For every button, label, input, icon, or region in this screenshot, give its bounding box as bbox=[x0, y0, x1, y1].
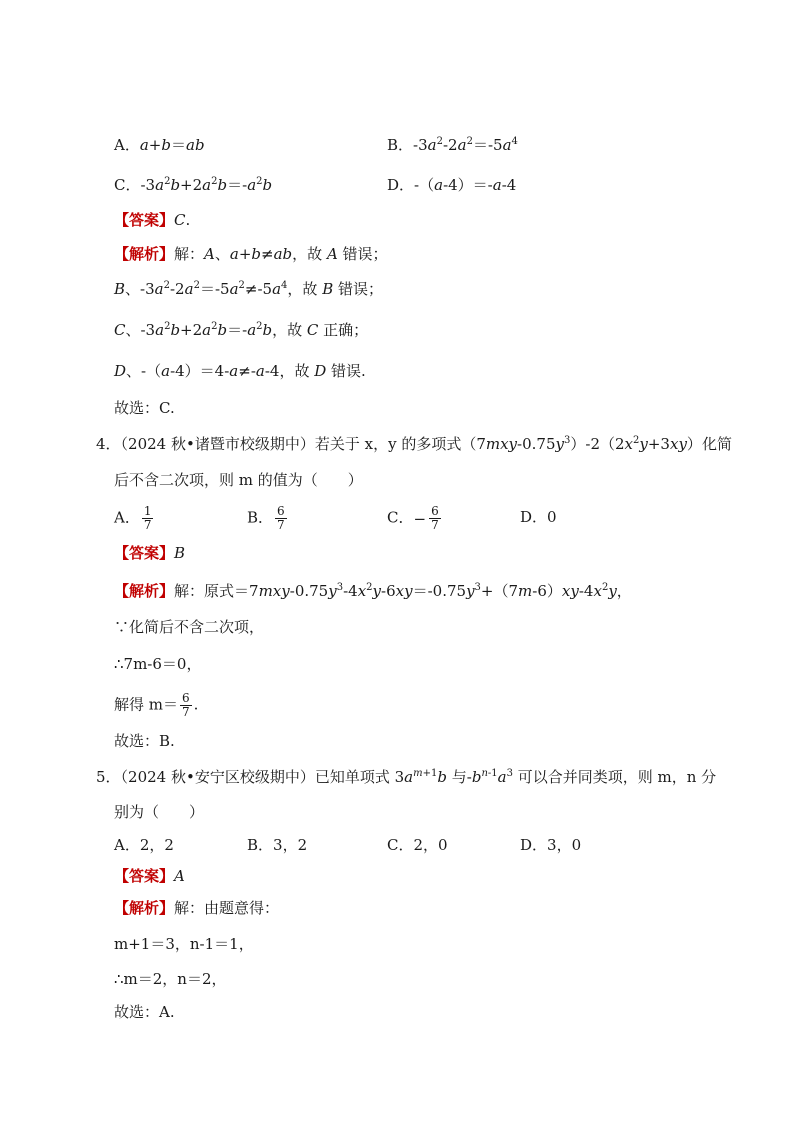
answer-tag: 【答案】 bbox=[114, 211, 175, 229]
q4-reason: ∵化简后不含二次项， bbox=[114, 618, 265, 636]
analysis-tag: 【解析】 bbox=[114, 899, 175, 917]
analysis-tag: 【解析】 bbox=[114, 245, 175, 263]
q4-answer: 【答案】B bbox=[114, 544, 186, 562]
q3-option-a: A．a+b＝ab bbox=[114, 136, 205, 154]
q3-answer: 【答案】C. bbox=[114, 211, 191, 229]
q3-analysis-c: C、$-3a^2b+2a^2b=-a^2b$，故 C 正确； bbox=[114, 321, 369, 339]
q5-equations: m+1＝3，n-1＝1， bbox=[114, 935, 254, 953]
q3-option-c: C．$-3a^2b+2a^2b=-a^2b$ bbox=[114, 176, 273, 194]
fraction: $\frac{6}{7}$ bbox=[431, 504, 439, 532]
fraction: $\frac{1}{7}$ bbox=[143, 504, 152, 532]
q5-conclusion: 故选：A. bbox=[114, 1003, 175, 1021]
analysis-tag: 【解析】 bbox=[114, 582, 175, 600]
q5-analysis: 【解析】解：由题意得： bbox=[114, 899, 280, 917]
q5-stem-line1: 5．（2024 秋•安宁区校级期中）已知单项式 $3a^{m+1}b$ 与$-b^{n-1}a^3$ 可以合并同类项，则 m，n 分 bbox=[96, 768, 717, 786]
q3-option-d: D．-（a-4）＝-a-4 bbox=[387, 176, 517, 194]
q4-stem-line2: 后不含二次项，则 m 的值为（ ） bbox=[114, 471, 363, 489]
answer-tag: 【答案】 bbox=[114, 867, 175, 885]
q4-conclusion: 故选：B. bbox=[114, 732, 175, 750]
q3-conclusion: 故选：C. bbox=[114, 399, 175, 417]
q4-therefore: ∴7m-6＝0， bbox=[114, 655, 202, 673]
fraction: $\frac{6}{7}$ bbox=[277, 504, 285, 532]
q4-option-b: B． $\frac{6}{7}$ bbox=[247, 504, 285, 532]
q3-analysis-a: 【解析】解：A、a+b≠ab，故 A 错误； bbox=[114, 245, 388, 263]
q5-answer: 【答案】A bbox=[114, 867, 185, 885]
q4-stem-line1: 4．（2024 秋•诸暨市校级期中）若关于 x，y 的多项式$(7mxy-0.75y^3)-2(2x^2y+3xy)$化简 bbox=[96, 435, 732, 453]
q3-analysis-b: B、$-3a^2-2a^2=-5a^2\ne-5a^4$，故 B 错误； bbox=[114, 280, 383, 298]
q5-option-d: D．3，0 bbox=[520, 836, 582, 854]
q5-option-c: C．2，0 bbox=[387, 836, 448, 854]
q5-option-b: B．3，2 bbox=[247, 836, 308, 854]
q4-option-c: C．− $\frac{6}{7}$ bbox=[387, 504, 439, 532]
q5-option-a: A．2，2 bbox=[114, 836, 174, 854]
q4-solve: 解得 m＝ $\frac{6}{7}$ . bbox=[114, 691, 199, 719]
q4-analysis: 【解析】解：原式$=7mxy-0.75y^3-4x^2y-6xy=-0.75y^3+(7m-6)xy-4x^2y$， bbox=[114, 582, 632, 600]
q5-stem-line2: 别为（ ） bbox=[114, 803, 205, 821]
q3-analysis-d: D、-（a-4）＝4-a≠-a-4，故 D 错误. bbox=[114, 362, 366, 380]
q3-option-b: B．$-3a^2-2a^2=-5a^4$ bbox=[387, 136, 518, 154]
fraction: $\frac{6}{7}$ bbox=[182, 691, 190, 719]
answer-tag: 【答案】 bbox=[114, 544, 175, 562]
q4-option-d: D．0 bbox=[520, 508, 557, 526]
q4-option-a: A． $\frac{1}{7}$ bbox=[114, 504, 152, 532]
q5-result: ∴m＝2，n＝2， bbox=[114, 970, 227, 988]
